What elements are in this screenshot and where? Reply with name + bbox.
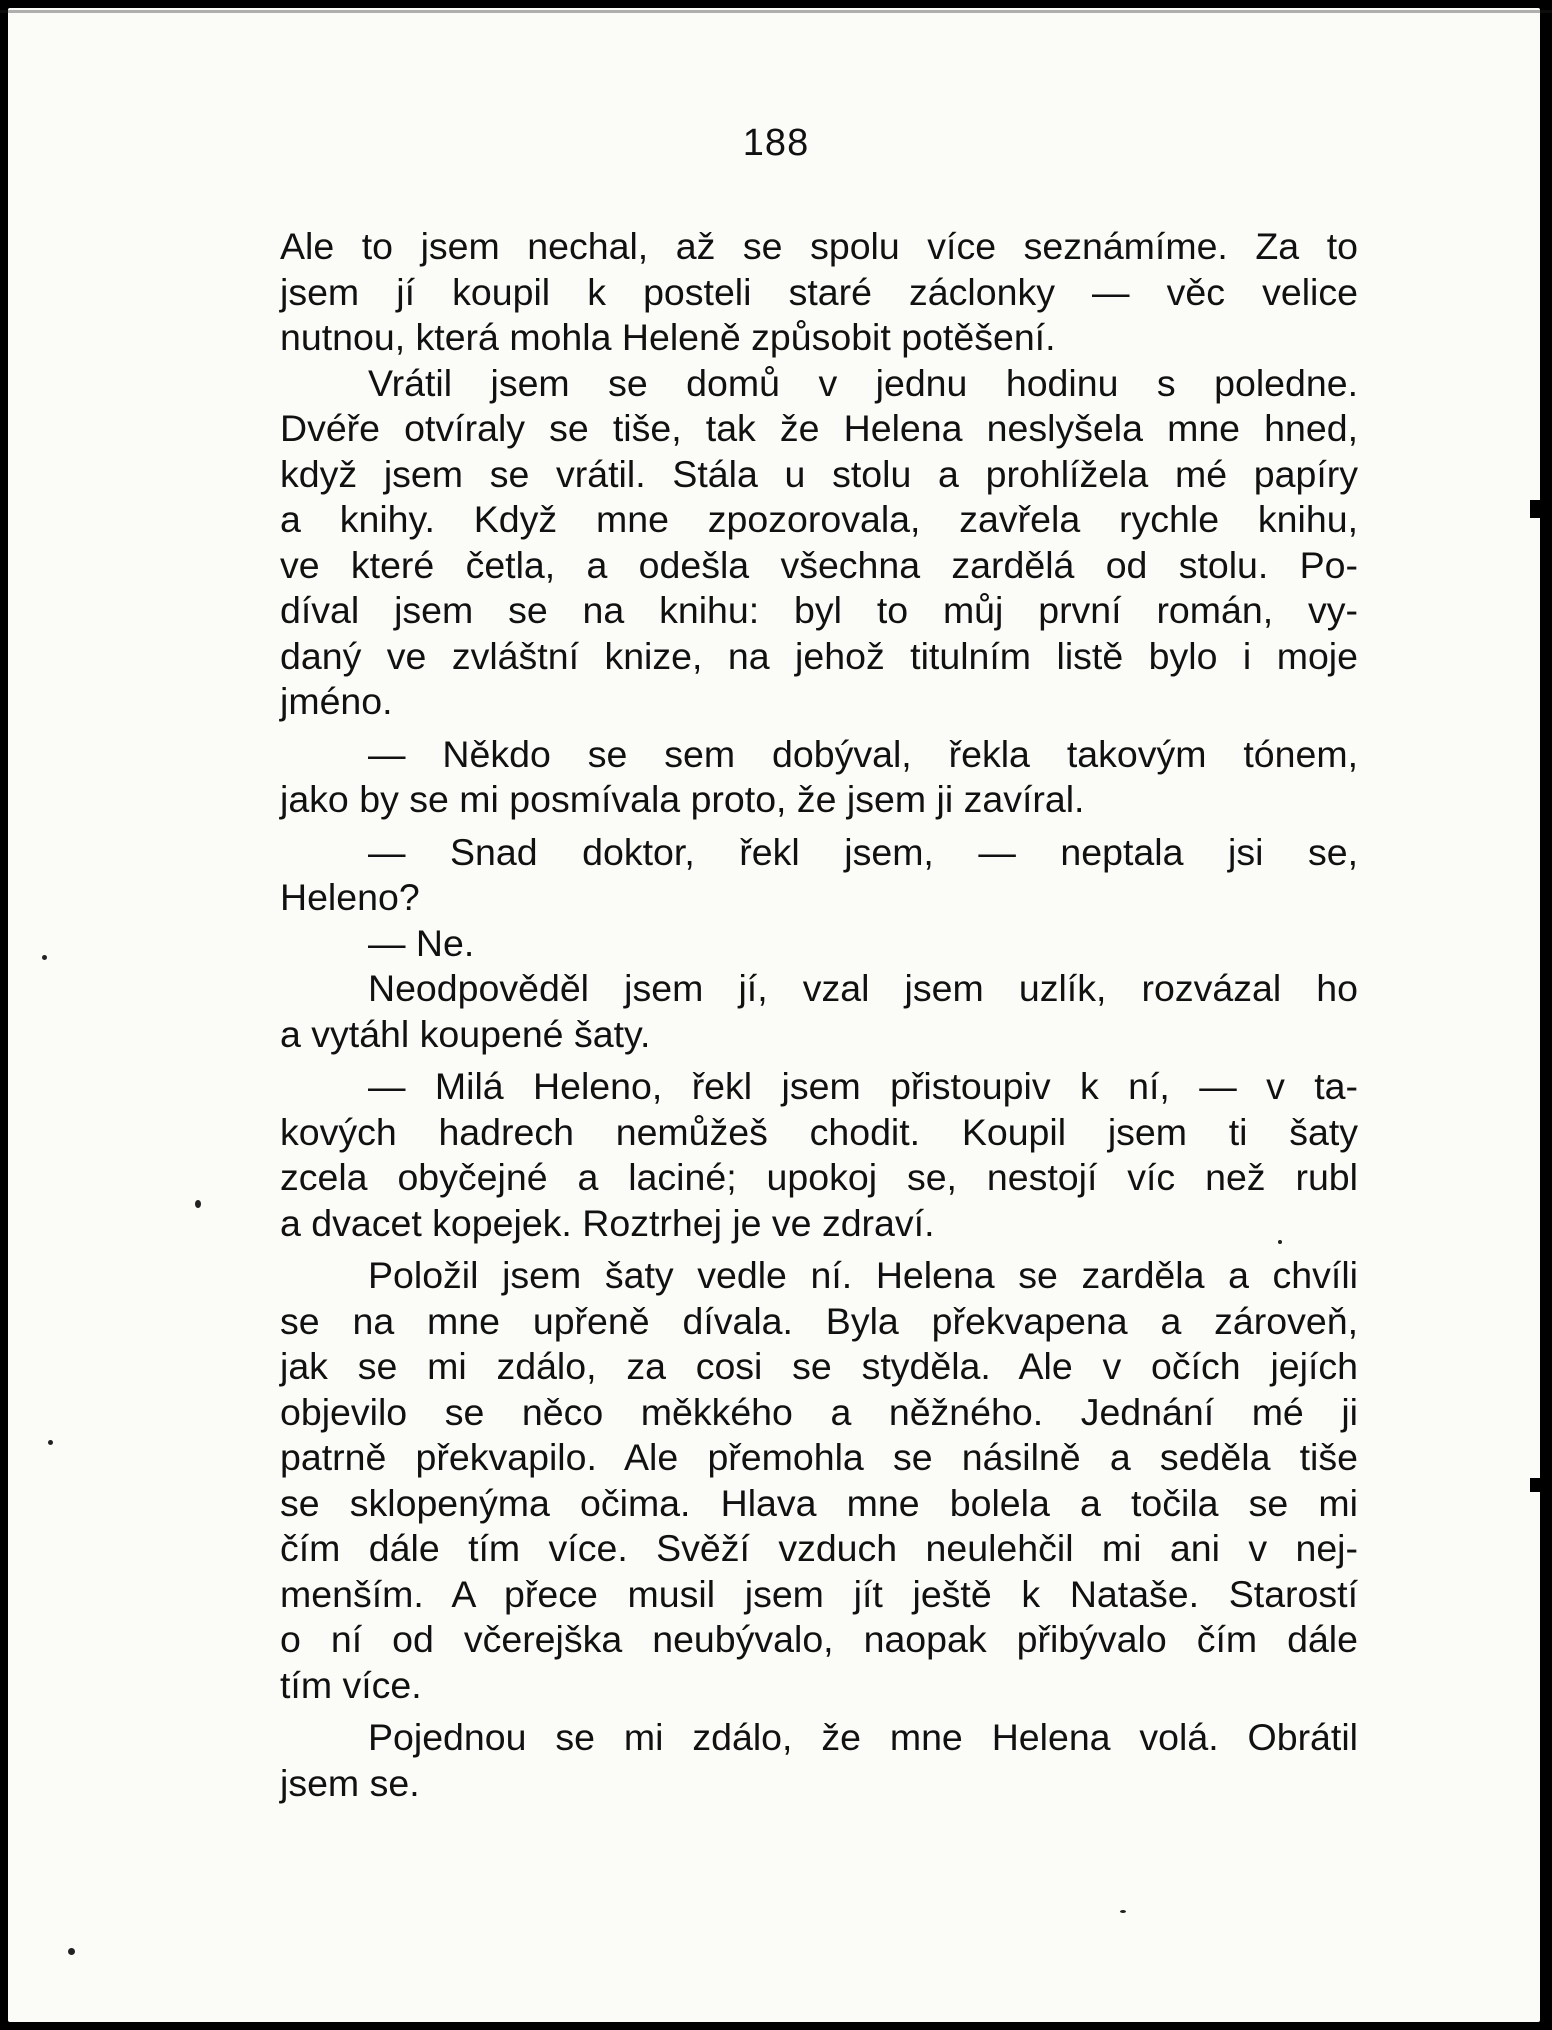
paragraph: [280, 732, 1358, 823]
text-line: objevilo se něco měkkého a něžného. Jednání mé ji: [280, 1390, 1358, 1433]
text-line: o ní od včerejška neubývalo, naopak přibývalo čím dále: [280, 1618, 1358, 1660]
text-line: Ale to jsem nechal, až se spolu více seznámíme. Za to: [280, 225, 1358, 267]
scan-speck: [1278, 1240, 1282, 1244]
text-line: jak se mi zdálo, za cosi se styděla. Ale v očích jejích: [280, 1345, 1358, 1387]
text-line: zcela obyčejné a laciné; upokoj se, nestojí víc než rubl: [280, 1156, 1358, 1198]
page-number: 188: [742, 122, 810, 164]
text-line: se sklopenýma očima. Hlava mne bolela a točila se mi: [280, 1481, 1358, 1524]
scan-edge-mark: [1530, 1478, 1542, 1492]
text-line: a dvacet kopejek. Roztrhej je ve zdraví.: [280, 1201, 935, 1244]
scan-speck: [68, 1948, 75, 1955]
text-line: tím více.: [280, 1663, 422, 1706]
text-line: — Někdo se sem dobýval, řekla takovým tónem,: [368, 732, 1358, 775]
text-line: jsem jí koupil k posteli staré záclonky — věc velice: [280, 270, 1358, 313]
text-line: kových hadrech nemůžeš chodit. Koupil jsem ti šaty: [280, 1110, 1358, 1153]
text-line: se na mne upřeně dívala. Byla překvapena a zároveň,: [280, 1299, 1358, 1342]
scan-speck: [48, 1440, 53, 1445]
text-line: ve které četla, a odešla všechna zardělá od stolu. Po-: [280, 543, 1358, 586]
paragraph: [280, 224, 1358, 361]
text-line: Vrátil jsem se domů v jednu hodinu s poledne.: [368, 361, 1358, 404]
paragraph: [280, 966, 1358, 1057]
text-line: nutnou, která mohla Heleně způsobit potěšení.: [280, 316, 1056, 358]
paragraph: [280, 361, 1358, 725]
text-line: díval jsem se na knihu: byl to můj první román, vy-: [280, 589, 1358, 631]
scan-speck: [1120, 1910, 1126, 1913]
text-line: jako by se mi posmívala proto, že jsem ji zavíral.: [280, 778, 1085, 820]
text-line: a knihy. Když mne zpozorovala, zavřela rychle knihu,: [280, 498, 1358, 540]
paragraph: [280, 1715, 1358, 1806]
text-line: když jsem se vrátil. Stála u stolu a prohlížela mé papíry: [280, 452, 1358, 495]
text-line: patrně překvapilo. Ale přemohla se násilně a seděla tiše: [280, 1436, 1358, 1478]
scan-speck: [42, 955, 47, 960]
paragraph: [280, 921, 1358, 967]
paragraph: [280, 1064, 1358, 1246]
text-line: Pojednou se mi zdálo, že mne Helena volá. Obrátil: [368, 1716, 1358, 1758]
text-line: a vytáhl koupené šaty.: [280, 1012, 651, 1055]
scan-speck: [195, 1200, 201, 1208]
text-line: Položil jsem šaty vedle ní. Helena se zarděla a chvíli: [368, 1254, 1358, 1296]
scan-edge-mark: [1530, 500, 1542, 518]
scan-edge-rule: [0, 10, 1552, 13]
text-line: — Snad doktor, řekl jsem, — neptala jsi se,: [368, 830, 1358, 873]
text-line: Dvéře otvíraly se tiše, tak že Helena neslyšela mne hned,: [280, 407, 1358, 449]
text-line: jsem se.: [280, 1761, 420, 1804]
text-line: daný ve zvláštní knize, na jehož titulním listě bylo i moje: [280, 634, 1358, 677]
body-text: [280, 224, 1358, 1806]
text-line: — Milá Heleno, řekl jsem přistoupiv k ní, — v ta-: [368, 1065, 1358, 1107]
paragraph: [280, 830, 1358, 921]
text-line: menším. A přece musil jsem jít ještě k Nataše. Starostí: [280, 1572, 1358, 1615]
text-line: čím dále tím více. Svěží vzduch neulehčil mi ani v nej-: [280, 1527, 1358, 1569]
text-line: — Ne.: [368, 921, 475, 964]
text-line: Heleno?: [280, 876, 420, 918]
text-line: Neodpověděl jsem jí, vzal jsem uzlík, rozvázal ho: [368, 967, 1358, 1009]
text-line: jméno.: [280, 680, 393, 722]
paragraph: [280, 1253, 1358, 1708]
